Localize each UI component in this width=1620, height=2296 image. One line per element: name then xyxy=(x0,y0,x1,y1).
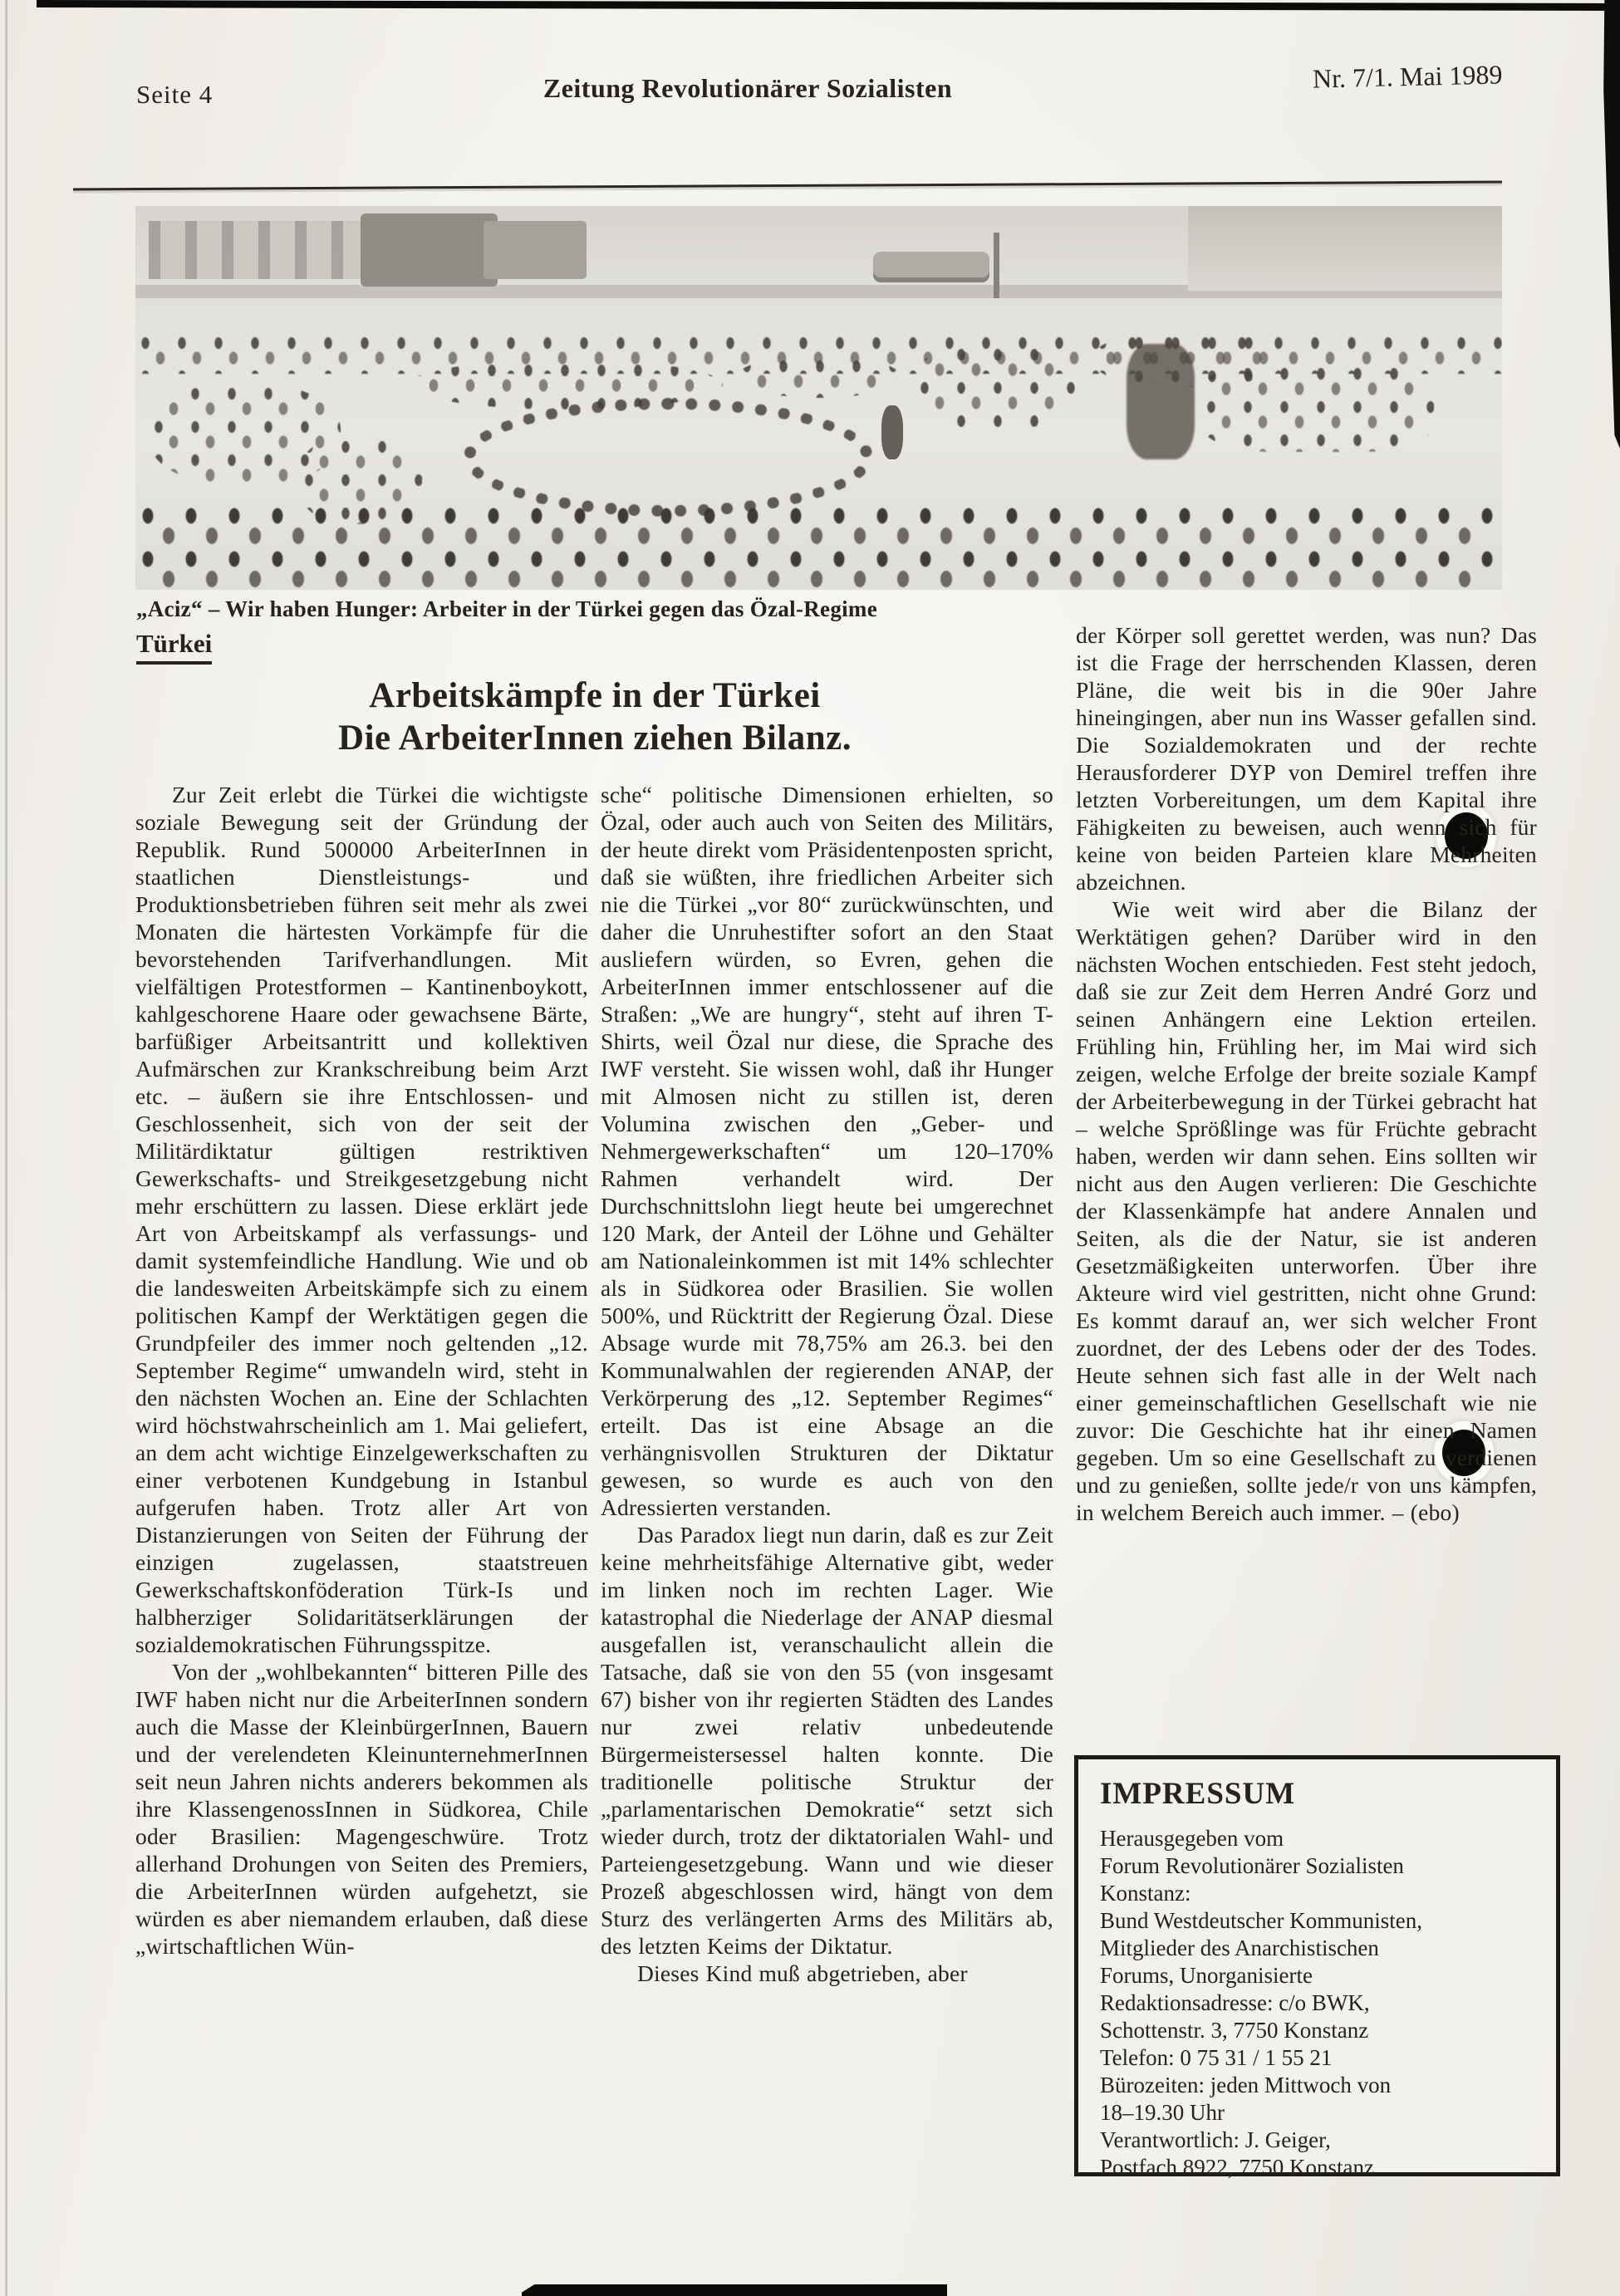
issue-date: Nr. 7/1. Mai 1989 xyxy=(1312,59,1503,94)
impressum-line: Mitglieder des Anarchistischen xyxy=(1100,1935,1379,1960)
scan-edge-bottom xyxy=(522,2284,947,2296)
photo-crowd-group xyxy=(1201,363,1434,451)
photo-truck xyxy=(361,213,498,287)
masthead-title: Zeitung Revolutionärer Sozialisten xyxy=(542,73,953,103)
article-photo xyxy=(135,206,1502,590)
impressum-line: Verantwortlich: J. Geiger, xyxy=(1100,2127,1331,2152)
photo-car xyxy=(873,252,989,282)
headline-line-2: Die ArbeiterInnen ziehen Bilanz. xyxy=(338,719,852,758)
section-label: Türkei xyxy=(136,629,212,665)
impressum-line: 18–19.30 Uhr xyxy=(1100,2100,1225,2125)
header-rule xyxy=(73,180,1502,190)
article-column-3 xyxy=(1076,621,1537,1526)
impressum-line: Forum Revolutionärer Sozialisten xyxy=(1100,1853,1404,1878)
photo-building-left xyxy=(149,221,367,278)
impressum-line: Postfach 8922, 7750 Konstanz xyxy=(1100,2155,1374,2180)
impressum-line: Bund Westdeutscher Kommunisten, xyxy=(1100,1908,1423,1933)
photo-crowd-group xyxy=(1127,344,1195,459)
impressum-line: Schottenstr. 3, 7750 Konstanz xyxy=(1100,2018,1369,2043)
photo-standing-person xyxy=(881,405,903,459)
paragraph: Von der „wohlbekannten“ bitteren Pille des IWF haben nicht nur die ArbeiterInnen sondern auch die Masse der KleinbürgerInnen, Bauern und der verelendeten KleinunternehmerInnen seit neun Jahren nichts anderers bekommen als ihre KlassengenossInnen in Südkorea, Chile oder Brasilien: Magengeschwüre. Trotz allerhand Drohungen von Seiten des Premiers, die ArbeiterInnen würden aufgehetzt, sie würden es aber niemandem erlauben, daß diese „wirtschaftlichen Wün- xyxy=(135,1659,588,1959)
photo-crowd-group xyxy=(915,344,1078,429)
paragraph: sche“ politische Dimensionen erhielten, so Özal, oder auch auch von Seiten des Militärs, der heute direkt vom Präsidentenposten spricht, daß sie wüßten, ihre friedlichen Arbeiter sich nie die Türkei „vor 80“ zurückwünschten, und daher die Unruhestifter sofort an den Staat ausliefern würden, so Evren, gehen die ArbeiterInnen immer entschlossener auf die Straßen: „We are hungry“, steht auf ihren T-Shirts, weil Özal nur diese, die Sprache des IWF versteht. Sie wissen wohl, daß ihr Hunger mit Almosen nicht zu stillen ist, deren Volumina zwischen den „Geber- und Nehmergewerkschaften“ um 120–170% Rahmen verhandelt wird. Der Durchschnittslohn liegt heute bei umgerechnet 120 Mark, der Anteil der Löhne und Gehälter am Nationaleinkommen ist mit 14% schlechter als in Südkorea oder Brasilien. Sie wollen 500%, und Rücktritt der Regierung Özal. Diese Absage wurde mit 78,75% am 26.3. bei den Kommunalwahlen der regierenden ANAP, der Verkörperung des „12. September Regimes“ erteilt. Das ist eine Absage an die verhängnisvollen Strukturen der Diktatur gewesen, so wurde es auch von den Adressierten verstanden. xyxy=(601,782,1053,1520)
photo-crowd-front-row xyxy=(135,502,1502,590)
paragraph: Zur Zeit erlebt die Türkei die wichtigste soziale Bewegung seit der Gründung der Republik. Rund 500000 ArbeiterInnen in staatlichen Dienstleistungs- und Produktionsbetrieben führen seit mehr als zwei Monaten die härtesten Vorkämpfe für die bevorstehenden Tarifverhandlungen. Mit vielfältigen Protestformen – Kantinenboykott, kahlgeschorene Haare oder gewachsene Bärte, barfüßiger Arbeitsantritt und kollektiven Aufmärschen zur Krankschreibung beim Arzt etc. – äußern sie ihre Entschlossen- und Geschlossenheit, sich von der seit der Militärdiktatur gültigen restriktiven Gewerkschafts- und Streikgesetzgebung nicht mehr erschüttern zu lassen. Diese erklärt jede Art von Arbeitskampf als verfassungs- und damit systemfeindliche Handlung. Wie und ob die landesweiten Arbeitskämpfe sich zu einem politischen Kampf der Werktätigen gegen die Grundpfeiler des immer noch geltenden „12. September Regime“ umwandeln wird, steht in den nächsten Wochen an. Eine der Schlachten wird höchstwahrscheinlich am 1. Mai geliefert, an dem acht wichtige Einzelgewerkschaften zu einer verbotenen Kundgebung in Istanbul aufgerufen haben. Trotz aller Art von Distanzierungen von Seiten der Führung der einzigen zugelassen, staatstreuen Gewerkschaftskonföderation Türk-Is und halbherziger Solidaritätserklärungen der sozialdemokratischen Führungsspitze. xyxy=(135,782,588,1657)
page-number: Seite 4 xyxy=(136,80,214,109)
impressum-line: Forums, Unorganisierte xyxy=(1100,1963,1313,1988)
article-column-2 xyxy=(601,781,1053,1987)
photo-building-right xyxy=(1188,206,1502,291)
scan-left-shadow xyxy=(5,0,7,2296)
impressum-line: Konstanz: xyxy=(1100,1881,1191,1906)
paragraph: Wie weit wird aber die Bilanz der Werktätigen gehen? Darüber wird in den nächsten Wochen entschieden. Fest steht jedoch, daß sie zur Zeit dem Herren André Gorz und seinen Anhängern eine Lektion erteilen. Frühling hin, Frühling her, im Mai wird sich zeigen, welche Erfolge der breite soziale Kampf der Arbeiterbewegung in der Türkei gebracht hat – welche Sprößlinge was für Früchte gebracht haben, werden wir dann sehen. Eins sollten wir nicht aus den Augen verlieren: Die Geschichte der Klassenkämpfe hat andere Annalen und Seiten, als die der Natur, sie ist anderen Gesetzmäßigkeiten unterworfen. Über ihre Akteure wird viel gestritten, nicht ohne Grund: Es kommt darauf an, wer sich welcher Front zuordnet, der des Lebens oder der des Todes. Heute sehnen sich fast alle in der Welt nach einer gemeinschaftlichen Gesellschaft wie nie zuvor: Die Geschichte hat ihr einen Namen gegeben. Um so eine Gesellschaft zu verdienen und zu genießen, sollte jede/r von uns kämpfen, in welchem Bereich auch immer. – (ebo) xyxy=(1076,896,1537,1525)
photo-truck xyxy=(484,221,586,278)
paragraph: Dieses Kind muß abgetrieben, aber xyxy=(637,1960,968,1986)
article-headline xyxy=(136,675,1053,759)
impressum-box xyxy=(1074,1755,1560,2180)
impressum-line: Redaktionsadresse: c/o BWK, xyxy=(1100,1990,1370,2015)
photo-crowd-group xyxy=(737,356,901,398)
paragraph: Das Paradox liegt nun darin, daß es zur Zeit keine mehrheitsfähige Alternative gibt, weder im linken noch im rechten Lager. Wie katastrophal die Niederlage der ANAP diesmal ausgefallen ist, veranschaulicht allein die Tatsache, daß sie von den 55 (von insgesamt 67) bisher von ihr regierten Städten des Landes nur zwei relativ unbedeutende Bürgermeistersessel halten konnte. Die traditionelle politische Struktur der „parlamentarischen Demokratie“ setzt sich wieder durch, trotz der diktatorialen Wahl- und Parteiengesetzgebung. Wann und wie dieser Prozeß abgeschlossen wird, hängt von dem Sturz des verlängerten Arms des Militärs ab, des letzten Keims der Diktatur. xyxy=(601,1522,1053,1959)
impressum-line: Telefon: 0 75 31 / 1 55 21 xyxy=(1100,2045,1333,2070)
impressum-line: Herausgegeben vom xyxy=(1100,1826,1284,1851)
photo-pole xyxy=(994,233,999,298)
scan-edge-top xyxy=(37,0,1620,11)
headline-line-1: Arbeitskämpfe in der Türkei xyxy=(369,676,821,715)
paragraph: der Körper soll gerettet werden, was nun? Das ist die Frage der herrschenden Klassen, deren Pläne, die weit bis in die 90er Jahre hineingingen, aber nun ins Wasser gefallen sind. Die Sozialdemokraten und der rechte Herausforderer DYP von Demirel treffen ihre letzten Vorbereitungen, um dem Kapital ihre Fähigkeiten zu beweisen, auch wenn sich für keine von beiden Parteien klare Mehrheiten abzeichnen. xyxy=(1076,622,1537,895)
impressum-line: Bürozeiten: jeden Mittwoch von xyxy=(1100,2073,1392,2097)
scan-edge-right xyxy=(1602,0,1620,449)
photo-crowd-circle xyxy=(464,398,874,517)
photo-caption: „Aciz“ – Wir haben Hunger: Arbeiter in der Türkei gegen das Özal-Regime xyxy=(136,596,878,621)
article-column-1 xyxy=(135,781,588,1960)
impressum-title: IMPRESSUM xyxy=(1100,1777,1296,1811)
